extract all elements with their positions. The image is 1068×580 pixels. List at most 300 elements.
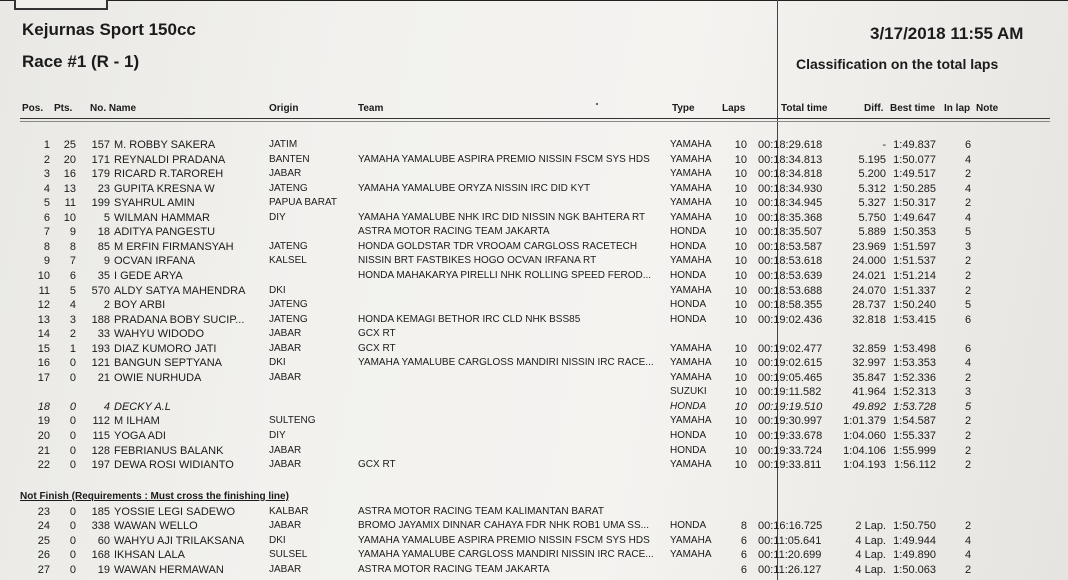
cell-bike-type: YAMAHA — [670, 182, 712, 194]
table-row — [0, 400, 1068, 414]
cell-diff: 24.000 — [852, 255, 886, 268]
cell-total-time: 00:19:33.811 — [758, 459, 822, 472]
cell-rider-name: ADITYA PANGESTU — [114, 226, 216, 239]
cell-origin: JABAR — [269, 520, 302, 532]
cell-points: 2 — [69, 328, 76, 341]
cell-best-time: 1:53.353 — [893, 357, 936, 370]
cell-in-lap: 6 — [964, 139, 972, 151]
cell-in-lap: 5 — [964, 226, 972, 239]
cell-bike-type: HONDA — [670, 240, 707, 252]
cell-diff: - — [882, 139, 886, 151]
cell-in-lap: 4 — [964, 153, 972, 166]
cell-best-time: 1:55.999 — [893, 444, 936, 457]
cell-rider-name: ALDY SATYA MAHENDRA — [114, 284, 246, 297]
cell-in-lap: 2 — [964, 563, 972, 576]
cell-pos: 4 — [43, 182, 50, 195]
cell-points: 0 — [69, 400, 76, 413]
cell-number: 4 — [103, 400, 110, 413]
cell-diff: 5.312 — [858, 182, 886, 195]
table-row — [0, 298, 1068, 312]
cell-best-time: 1:50.353 — [893, 226, 936, 239]
table-row — [0, 444, 1068, 458]
cell-in-lap: 6 — [964, 313, 972, 326]
cell-origin: BANTEN — [269, 153, 310, 165]
cell-pos: 18 — [37, 400, 50, 413]
cell-in-lap: 2 — [964, 430, 972, 442]
cell-in-lap: 2 — [964, 415, 972, 428]
cell-origin: JABAR — [269, 168, 302, 180]
cell-diff: 32.859 — [852, 342, 886, 355]
col-no-name: No. Name — [90, 103, 137, 114]
cell-total-time: 00:18:53.587 — [758, 240, 823, 253]
cell-points: 0 — [69, 415, 76, 428]
cell-rider-name: M ILHAM — [114, 415, 160, 428]
cell-pos: 21 — [37, 444, 50, 457]
cell-number: 185 — [91, 506, 110, 518]
cell-origin: JABAR — [269, 328, 302, 340]
cell-team: YAMAHA YAMALUBE NHK IRC DID NISSIN NGK BAHTERA RT — [358, 211, 646, 223]
cell-pos: 24 — [37, 520, 50, 533]
col-diff: Diff. — [864, 103, 884, 114]
cell-bike-type: YAMAHA — [670, 168, 712, 180]
event-title: Kejurnas Sport 150cc — [22, 20, 196, 39]
cell-laps: 10 — [734, 342, 747, 355]
cell-in-lap: 4 — [964, 211, 972, 224]
cell-rider-name: I GEDE ARYA — [114, 269, 183, 282]
col-pos: Pos. — [22, 103, 44, 114]
cell-number: 157 — [91, 139, 110, 151]
cell-team: YAMAHA YAMALUBE CARGLOSS MANDIRI NISSIN IRC RACE... — [358, 357, 654, 369]
col-best-time: Best time — [890, 103, 936, 114]
table-row — [0, 313, 1068, 327]
cell-diff: 1:01.379 — [843, 415, 886, 428]
cell-rider-name: DECKY A.L — [114, 400, 171, 413]
table-row — [0, 505, 1068, 519]
cell-best-time: 1:52.313 — [893, 386, 936, 399]
cell-diff: 1:04.193 — [843, 459, 886, 472]
cell-rider-name: M. ROBBY SAKERA — [114, 139, 216, 151]
cell-total-time: 00:19:02.615 — [758, 357, 823, 370]
cell-total-time: 00:19:33.678 — [758, 430, 823, 442]
cell-in-lap: 4 — [964, 182, 972, 195]
cell-best-time: 1:51.597 — [893, 240, 936, 253]
table-row — [0, 563, 1068, 577]
col-total-time: Total time — [781, 103, 828, 114]
cell-in-lap: 2 — [964, 168, 972, 181]
cell-origin: JABAR — [269, 459, 302, 471]
cell-in-lap: 4 — [964, 357, 972, 370]
cell-points: 0 — [69, 520, 76, 533]
cell-number: 338 — [91, 520, 110, 533]
cell-diff: 41.964 — [852, 386, 886, 399]
cell-number: 193 — [91, 342, 110, 355]
cell-best-time: 1:52.336 — [893, 371, 936, 384]
cell-laps: 6 — [740, 534, 747, 547]
cell-total-time: 00:18:34.813 — [758, 153, 823, 166]
cell-in-lap: 2 — [964, 284, 972, 297]
col-origin: Origin — [269, 103, 299, 114]
cell-number: 112 — [92, 415, 110, 428]
cell-laps: 10 — [734, 357, 747, 370]
cell-best-time: 1:51.537 — [893, 255, 936, 268]
cell-in-lap: 2 — [964, 459, 972, 472]
cell-in-lap: 2 — [964, 197, 972, 210]
cell-laps: 10 — [734, 430, 747, 442]
cell-number: 9 — [103, 255, 110, 268]
cell-number: 33 — [97, 328, 110, 341]
cell-diff: 24.021 — [852, 269, 886, 282]
cell-rider-name: DEWA ROSI WIDIANTO — [114, 459, 234, 472]
cell-team: HONDA MAHAKARYA PIRELLI NHK ROLLING SPEED FEROD... — [358, 269, 652, 281]
cell-origin: DIY — [269, 430, 286, 441]
cell-best-time: 1:49.837 — [893, 139, 936, 151]
cell-diff: 28.737 — [852, 299, 886, 312]
cell-rider-name: WAWAN WELLO — [114, 520, 198, 533]
cell-points: 0 — [69, 534, 76, 547]
cell-laps: 10 — [734, 313, 747, 326]
cell-best-time: 1:50.317 — [893, 197, 936, 210]
cell-number: 23 — [97, 182, 110, 195]
cell-origin: PAPUA BARAT — [269, 197, 337, 209]
cell-bike-type: SUZUKI — [670, 386, 707, 398]
cell-total-time: 00:18:34.930 — [758, 182, 823, 195]
ink-speck — [596, 103, 598, 105]
cell-rider-name: YOSSIE LEGI SADEWO — [114, 506, 236, 518]
cell-pos: 11 — [38, 284, 50, 297]
cell-total-time: 00:18:35.507 — [758, 226, 823, 239]
col-laps: Laps — [722, 103, 746, 114]
table-row — [0, 548, 1068, 562]
cell-points: 10 — [63, 211, 76, 224]
cell-laps: 10 — [734, 400, 747, 413]
cell-laps: 10 — [734, 153, 747, 166]
cell-best-time: 1:54.587 — [893, 415, 936, 428]
cell-pos: 13 — [37, 313, 50, 326]
cell-bike-type: HONDA — [670, 520, 707, 532]
cell-in-lap: 2 — [964, 520, 972, 533]
not-finish-label: Not Finish (Requirements : Must cross the finishing line) — [20, 491, 289, 502]
cell-bike-type: YAMAHA — [670, 284, 712, 296]
table-row — [0, 182, 1068, 196]
cell-pos: 9 — [43, 255, 50, 268]
cell-points: 5 — [69, 284, 76, 297]
cell-diff: 5.889 — [858, 226, 886, 239]
table-row — [0, 254, 1068, 268]
cell-team: YAMAHA YAMALUBE ORYZA NISSIN IRC DID KYT — [358, 182, 591, 194]
cell-laps: 6 — [740, 549, 747, 562]
cell-best-time: 1:50.750 — [893, 520, 936, 533]
cell-pos: 26 — [37, 549, 50, 562]
cell-origin: SULSEL — [269, 549, 308, 561]
cell-in-lap: 2 — [964, 444, 972, 457]
cell-team: YAMAHA YAMALUBE CARGLOSS MANDIRI NISSIN IRC RACE... — [358, 549, 654, 561]
cell-pos: 6 — [43, 211, 50, 224]
cell-team: NISSIN BRT FASTBIKES HOGO OCVAN IRFANA RT — [358, 255, 597, 267]
cell-diff: 49.892 — [852, 400, 886, 413]
cell-points: 9 — [69, 226, 76, 239]
cell-diff: 4 Lap. — [855, 534, 886, 547]
cell-total-time: 00:19:05.465 — [758, 371, 823, 384]
cell-team: YAMAHA YAMALUBE ASPIRA PREMIO NISSIN FSCM SYS HDS — [358, 153, 650, 165]
cell-origin: JABAR — [269, 371, 302, 383]
cell-bike-type: YAMAHA — [670, 534, 712, 546]
table-row — [0, 211, 1068, 225]
cell-pos: 20 — [37, 430, 50, 442]
cell-number: 171 — [91, 153, 110, 166]
cell-pos: 2 — [43, 153, 50, 166]
cell-pos: 3 — [43, 168, 50, 181]
cell-points: 13 — [63, 182, 76, 195]
cell-points: 8 — [69, 240, 76, 253]
cell-total-time: 00:19:33.724 — [758, 444, 823, 457]
cell-rider-name: DIAZ KUMORO JATI — [114, 342, 217, 355]
cell-laps: 10 — [734, 284, 747, 297]
cell-best-time: 1:55.337 — [893, 430, 936, 442]
col-in-lap: In lap — [944, 103, 971, 114]
cell-number: 19 — [97, 563, 110, 576]
cell-team: HONDA KEMAGI BETHOR IRC CLD NHK BSS85 — [358, 313, 581, 325]
cell-pos: 15 — [37, 342, 50, 355]
cell-laps: 10 — [734, 459, 747, 472]
cell-laps: 10 — [734, 269, 747, 282]
cell-diff: 5.195 — [858, 153, 886, 166]
table-row — [0, 342, 1068, 356]
cell-rider-name: WAWAN HERMAWAN — [114, 563, 224, 576]
cell-origin: JATENG — [269, 182, 308, 194]
cell-in-lap: 5 — [964, 400, 972, 413]
cell-rider-name: SYAHRUL AMIN — [114, 197, 195, 210]
cell-team: BROMO JAYAMIX DINNAR CAHAYA FDR NHK ROB1 UMA SS... — [358, 520, 649, 532]
cell-team: GCX RT — [358, 342, 396, 354]
cell-total-time: 00:11:20.699 — [758, 549, 822, 562]
cell-number: 5 — [103, 211, 110, 224]
cell-total-time: 00:19:02.436 — [758, 313, 823, 326]
cell-origin: SULTENG — [269, 415, 316, 427]
cell-best-time: 1:49.944 — [893, 534, 936, 547]
cell-pos: 22 — [37, 459, 50, 472]
table-row — [0, 414, 1068, 428]
cell-laps: 10 — [734, 255, 747, 268]
table-row — [0, 167, 1068, 181]
cell-bike-type: HONDA — [670, 313, 707, 325]
header-rule — [20, 118, 1050, 119]
cell-rider-name: YOGA ADI — [114, 430, 166, 442]
cell-pos: 7 — [43, 226, 50, 239]
cell-best-time: 1:51.214 — [893, 269, 936, 282]
cell-rider-name: BOY ARBI — [114, 299, 166, 312]
cell-pos: 27 — [37, 563, 50, 576]
cell-bike-type: HONDA — [670, 430, 707, 441]
cell-diff: 24.070 — [852, 284, 886, 297]
cell-number: 18 — [97, 226, 110, 239]
classification-title: Classification on the total laps — [796, 56, 999, 72]
cell-bike-type: YAMAHA — [670, 371, 712, 383]
cell-total-time: 00:18:58.355 — [758, 299, 823, 312]
cell-number: 179 — [91, 168, 110, 181]
cell-in-lap: 3 — [964, 386, 972, 399]
cell-origin: JATENG — [269, 240, 308, 252]
cell-in-lap: 6 — [964, 342, 972, 355]
cell-rider-name: FEBRIANUS BALANK — [114, 444, 224, 457]
cell-number: 197 — [91, 459, 110, 472]
table-row — [0, 269, 1068, 283]
cell-laps: 8 — [740, 520, 747, 533]
cell-rider-name: IKHSAN LALA — [114, 549, 185, 562]
table-row — [0, 196, 1068, 210]
cell-diff: 5.327 — [858, 197, 886, 210]
cell-points: 0 — [69, 459, 76, 472]
cell-diff: 2 Lap. — [855, 520, 886, 533]
cell-total-time: 00:19:19.510 — [758, 400, 823, 413]
cell-bike-type: HONDA — [670, 269, 707, 281]
cell-points: 6 — [69, 269, 76, 282]
cell-laps: 10 — [734, 226, 747, 239]
cell-best-time: 1:50.077 — [893, 153, 936, 166]
cell-laps: 10 — [734, 299, 747, 312]
cell-bike-type: HONDA — [670, 226, 707, 238]
cell-total-time: 00:18:53.688 — [758, 284, 823, 297]
table-row — [0, 458, 1068, 472]
cell-rider-name: OWIE NURHUDA — [114, 371, 202, 384]
col-pts: Pts. — [54, 103, 73, 114]
cell-number: 85 — [97, 240, 110, 253]
cell-points: 0 — [69, 549, 76, 562]
table-row — [0, 327, 1068, 341]
cell-best-time: 1:53.498 — [893, 342, 936, 355]
cell-points: 20 — [63, 153, 76, 166]
table-row — [0, 240, 1068, 254]
cell-best-time: 1:49.890 — [893, 549, 936, 562]
cell-best-time: 1:49.517 — [893, 168, 936, 181]
cell-laps: 6 — [740, 563, 747, 576]
cell-best-time: 1:53.728 — [893, 400, 936, 413]
cell-rider-name: RICARD R.TAROREH — [114, 168, 224, 181]
cell-origin: KALSEL — [269, 255, 307, 267]
cell-total-time: 00:16:16.725 — [758, 520, 823, 533]
cell-best-time: 1:56.112 — [893, 459, 936, 472]
cell-points: 0 — [69, 371, 76, 384]
cell-total-time: 00:18:34.818 — [758, 168, 823, 181]
cell-total-time: 00:18:53.639 — [758, 269, 823, 282]
cell-pos: 14 — [37, 328, 50, 341]
cell-rider-name: M ERFIN FIRMANSYAH — [114, 240, 234, 253]
cell-best-time: 1:51.337 — [893, 284, 936, 297]
cell-laps: 10 — [734, 211, 747, 224]
cell-rider-name: BANGUN SEPTYANA — [114, 357, 222, 370]
cell-points: 0 — [69, 506, 76, 518]
cell-total-time: 00:18:53.618 — [758, 255, 823, 268]
col-note: Note — [976, 103, 999, 114]
cell-number: 570 — [91, 284, 110, 297]
cell-diff: 32.997 — [852, 357, 886, 370]
cell-team: ASTRA MOTOR RACING TEAM JAKARTA — [358, 563, 550, 575]
cell-diff: 4 Lap. — [855, 563, 886, 576]
cell-in-lap: 4 — [964, 534, 972, 547]
report-datetime: 3/17/2018 11:55 AM — [870, 24, 1024, 43]
table-row — [0, 284, 1068, 298]
cell-total-time: 00:19:02.477 — [758, 342, 823, 355]
header-rule-secondary — [20, 121, 1050, 122]
cell-in-lap: 2 — [964, 269, 972, 282]
cell-bike-type: YAMAHA — [670, 197, 712, 209]
cell-diff: 5.200 — [858, 168, 886, 181]
cell-points: 4 — [69, 299, 76, 312]
cell-team: GCX RT — [358, 328, 396, 340]
cell-diff: 4 Lap. — [855, 549, 886, 562]
cell-laps: 10 — [734, 371, 747, 384]
cell-pos: 12 — [37, 299, 50, 312]
cell-laps: 10 — [734, 168, 747, 181]
cell-laps: 10 — [734, 444, 747, 457]
header-tab — [14, 0, 108, 10]
cell-laps: 10 — [734, 139, 747, 151]
table-row — [0, 225, 1068, 239]
cell-points: 0 — [69, 563, 76, 576]
cell-points: 1 — [69, 342, 76, 355]
cell-diff: 32.818 — [852, 313, 886, 326]
col-type: Type — [672, 103, 695, 114]
cell-pos: 1 — [43, 139, 50, 151]
cell-origin: DKI — [269, 357, 286, 369]
cell-origin: JABAR — [269, 342, 302, 354]
cell-bike-type: HONDA — [670, 444, 707, 456]
cell-points: 3 — [69, 313, 76, 326]
cell-pos: 8 — [43, 240, 50, 253]
table-row — [0, 138, 1068, 152]
cell-number: 128 — [91, 444, 110, 457]
cell-bike-type: YAMAHA — [670, 459, 712, 471]
cell-best-time: 1:50.240 — [893, 299, 936, 312]
table-row — [0, 534, 1068, 548]
cell-bike-type: YAMAHA — [670, 549, 712, 561]
cell-origin: JATENG — [269, 299, 308, 311]
cell-points: 11 — [64, 197, 76, 210]
col-team: Team — [358, 103, 384, 114]
cell-bike-type: HONDA — [670, 400, 707, 412]
cell-in-lap: 2 — [964, 371, 972, 384]
cell-bike-type: YAMAHA — [670, 357, 712, 369]
cell-total-time: 00:11:05.641 — [758, 534, 822, 547]
cell-number: 60 — [97, 534, 110, 547]
cell-best-time: 1:50.063 — [893, 563, 936, 576]
cell-pos: 25 — [37, 534, 50, 547]
cell-points: 7 — [69, 255, 76, 268]
cell-laps: 10 — [734, 182, 747, 195]
cell-bike-type: HONDA — [670, 299, 707, 311]
table-row — [0, 385, 1068, 399]
cell-bike-type: YAMAHA — [670, 139, 712, 150]
cell-number: 115 — [92, 430, 110, 442]
cell-in-lap: 3 — [964, 240, 972, 253]
cell-pos: 19 — [37, 415, 50, 428]
cell-team: ASTRA MOTOR RACING TEAM KALIMANTAN BARAT — [358, 506, 604, 517]
cell-laps: 10 — [734, 197, 747, 210]
cell-origin: JATENG — [269, 313, 308, 325]
cell-origin: DKI — [269, 534, 286, 546]
cell-pos: 5 — [43, 197, 50, 210]
cell-number: 35 — [97, 269, 110, 282]
cell-rider-name: PRADANA BOBY SUCIP... — [114, 313, 245, 326]
cell-in-lap: 5 — [964, 299, 972, 312]
cell-bike-type: YAMAHA — [670, 153, 712, 165]
cell-number: 2 — [103, 299, 110, 312]
cell-team: ASTRA MOTOR RACING TEAM JAKARTA — [358, 226, 550, 238]
cell-pos: 16 — [37, 357, 50, 370]
cell-diff: 1:04.106 — [843, 444, 886, 457]
cell-total-time: 00:11:26.127 — [758, 563, 822, 576]
cell-total-time: 00:18:34.945 — [758, 197, 823, 210]
table-row — [0, 429, 1068, 443]
